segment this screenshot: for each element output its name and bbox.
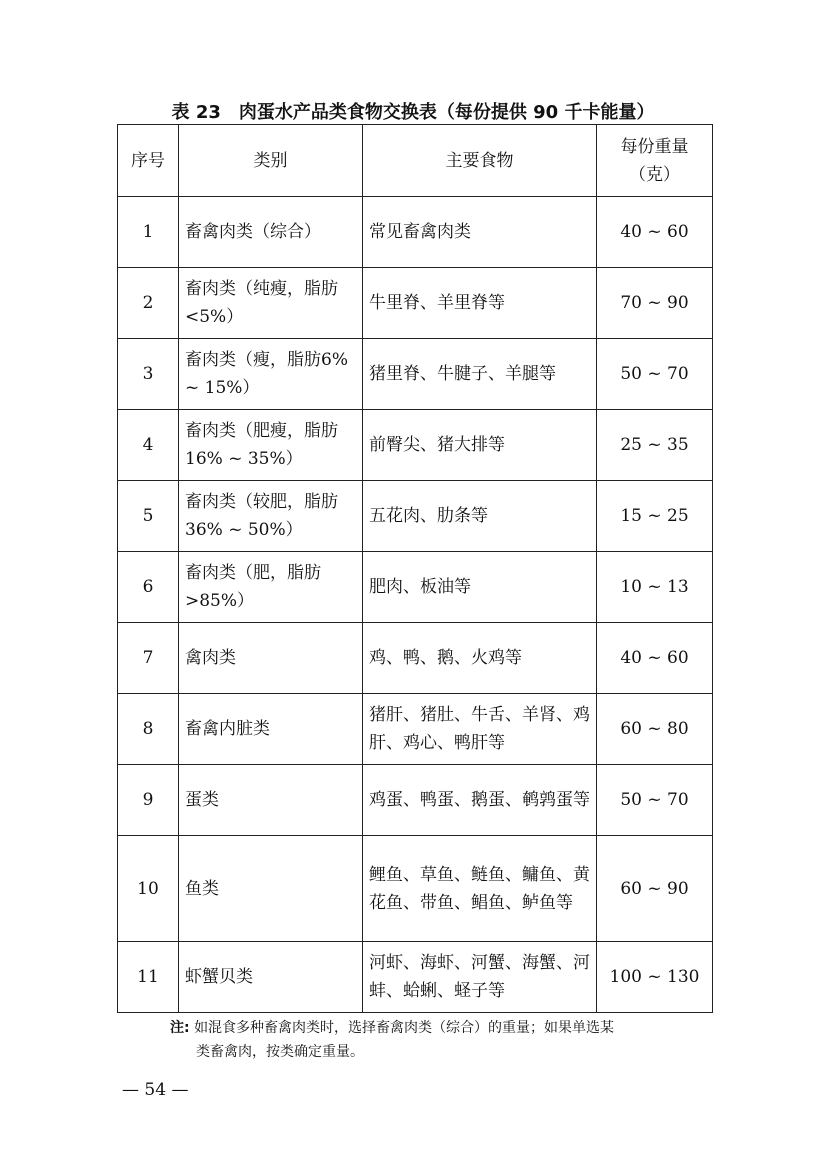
header-index: 序号: [118, 125, 179, 197]
table-row: [118, 694, 713, 765]
table-row: [118, 481, 713, 552]
row-foods: 猪里脊、牛腱子、羊腿等: [363, 339, 597, 410]
row-index: 2: [118, 268, 179, 339]
row-foods: 肥肉、板油等: [363, 552, 597, 623]
table-row: [118, 268, 713, 339]
row-index: 11: [118, 942, 179, 1013]
row-category: 禽肉类: [179, 623, 363, 694]
row-foods: 前臀尖、猪大排等: [363, 410, 597, 481]
header-foods: 主要食物: [363, 125, 597, 197]
row-foods: 牛里脊、羊里脊等: [363, 268, 597, 339]
table-row: [118, 765, 713, 836]
row-category: 畜肉类（肥瘦，脂肪16% ~ 35%）: [179, 410, 363, 481]
row-index: 4: [118, 410, 179, 481]
row-index: 7: [118, 623, 179, 694]
row-weight: 70 ~ 90: [597, 268, 713, 339]
table-row: [118, 410, 713, 481]
row-foods: 鲤鱼、草鱼、鲢鱼、鳙鱼、黄花鱼、带鱼、鲳鱼、鲈鱼等: [363, 836, 597, 942]
row-category: 鱼类: [179, 836, 363, 942]
row-index: 3: [118, 339, 179, 410]
row-index: 5: [118, 481, 179, 552]
note-label: 注:: [170, 1020, 190, 1036]
note-line2: 类畜禽肉，按类确定重量。: [196, 1044, 364, 1060]
row-foods: 鸡、鸭、鹅、火鸡等: [363, 623, 597, 694]
row-index: 9: [118, 765, 179, 836]
header-weight: 每份重量（克）: [597, 125, 713, 197]
row-category: 畜禽内脏类: [179, 694, 363, 765]
row-weight: 15 ~ 25: [597, 481, 713, 552]
row-category: 畜肉类（肥，脂肪>85%）: [179, 552, 363, 623]
row-category: 畜肉类（纯瘦，脂肪<5%）: [179, 268, 363, 339]
note-line1: 如混食多种畜禽肉类时，选择畜禽肉类（综合）的重量；如果单选某: [194, 1020, 615, 1036]
row-weight: 60 ~ 90: [597, 836, 713, 942]
row-weight: 50 ~ 70: [597, 339, 713, 410]
table-row: [118, 623, 713, 694]
row-weight: 100 ~ 130: [597, 942, 713, 1013]
row-category: 蛋类: [179, 765, 363, 836]
table-note: [170, 1016, 710, 1064]
table-row: [118, 197, 713, 268]
row-weight: 60 ~ 80: [597, 694, 713, 765]
table-row: [118, 552, 713, 623]
row-weight: 10 ~ 13: [597, 552, 713, 623]
row-category: 虾蟹贝类: [179, 942, 363, 1013]
row-category: 畜肉类（较肥，脂肪36% ~ 50%）: [179, 481, 363, 552]
row-foods: 鸡蛋、鸭蛋、鹅蛋、鹌鹑蛋等: [363, 765, 597, 836]
row-foods: 五花肉、肋条等: [363, 481, 597, 552]
header-category: 类别: [179, 125, 363, 197]
row-category: 畜肉类（瘦，脂肪6% ~ 15%）: [179, 339, 363, 410]
row-foods: 河虾、海虾、河蟹、海蟹、河蚌、蛤蜊、蛏子等: [363, 942, 597, 1013]
page-number: — 54 —: [122, 1080, 189, 1100]
row-index: 6: [118, 552, 179, 623]
row-category: 畜禽肉类（综合）: [179, 197, 363, 268]
table-caption: 表 23 肉蛋水产品类食物交换表（每份提供 90 千卡能量）: [171, 102, 655, 123]
row-foods: 猪肝、猪肚、牛舌、羊肾、鸡肝、鸡心、鸭肝等: [363, 694, 597, 765]
row-weight: 50 ~ 70: [597, 765, 713, 836]
row-index: 8: [118, 694, 179, 765]
row-weight: 25 ~ 35: [597, 410, 713, 481]
food-exchange-table: [117, 124, 713, 1013]
row-index: 1: [118, 197, 179, 268]
row-foods: 常见畜禽肉类: [363, 197, 597, 268]
table-row: [118, 339, 713, 410]
table-header-row: [118, 125, 713, 197]
row-weight: 40 ~ 60: [597, 623, 713, 694]
table-row: [118, 836, 713, 942]
table-row: [118, 942, 713, 1013]
row-weight: 40 ~ 60: [597, 197, 713, 268]
row-index: 10: [118, 836, 179, 942]
